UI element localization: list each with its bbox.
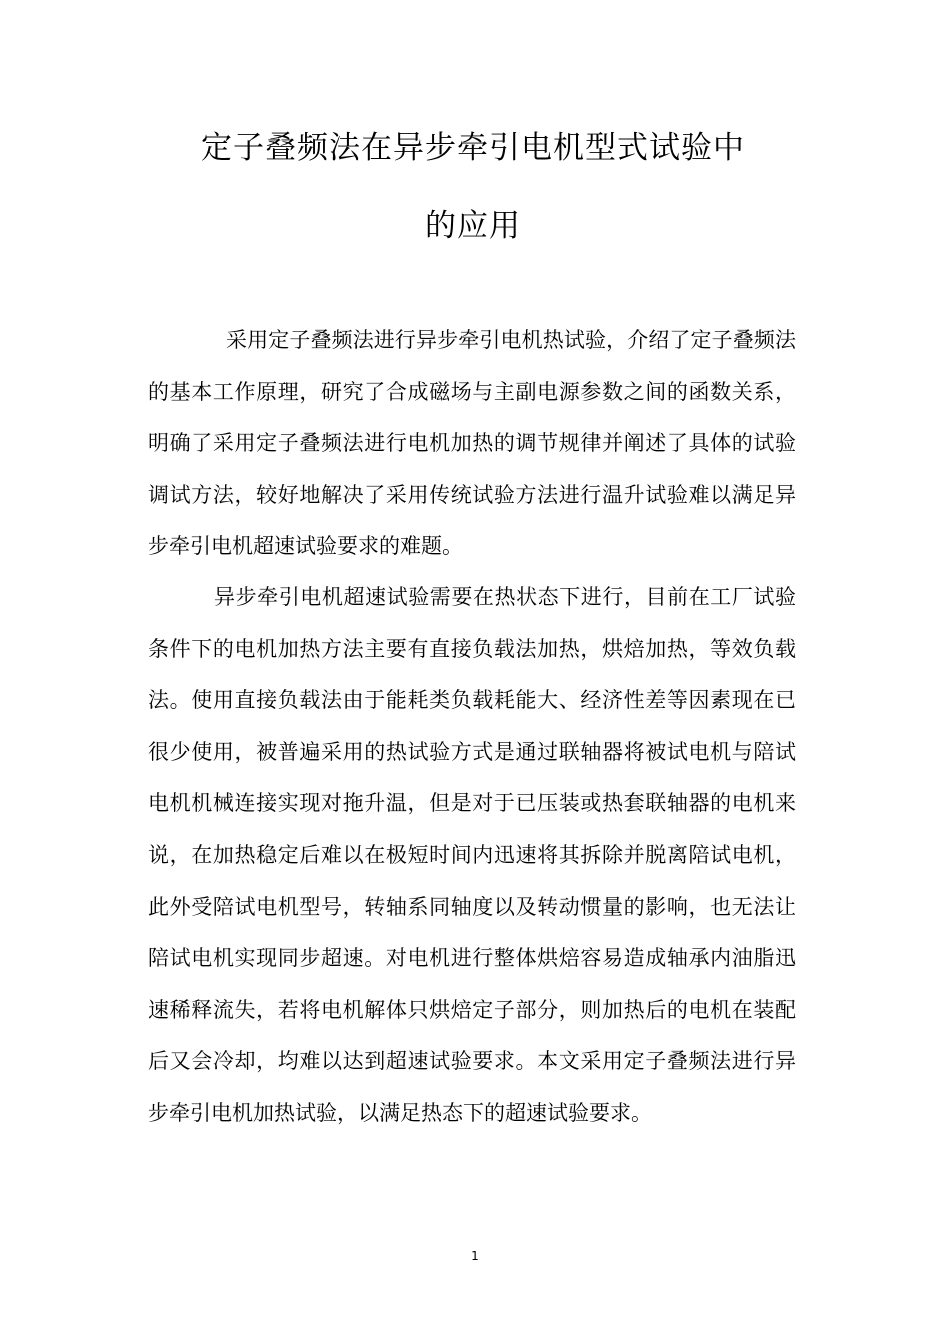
page-number: 1 [471, 1249, 479, 1263]
abstract-text: 采用定子叠频法进行异步牵引电机热试验，介绍了定子叠频法的基本工作原理，研究了合成磁场与主副电源参数之间的函数关系，明确了采用定子叠频法进行电机加热的调节规律并阐述了具体的试验调试方法，较好地解决了采用传统试验方法进行温升试验难以满足异步牵引电机超速试验要求的难题。 [148, 328, 796, 559]
abstract-paragraph [148, 315, 796, 573]
body-paragraph [148, 572, 796, 1140]
document-title-line-1: 定子叠频法在异步牵引电机型式试验中 [201, 130, 745, 166]
body-text: 异步牵引电机超速试验需要在热状态下进行，目前在工厂试验条件下的电机加热方法主要有直接负载法加热，烘焙加热，等效负载法。使用直接负载法由于能耗类负载耗能大、经济性差等因素现在已很少使用，被普遍采用的热试验方式是通过联轴器将被试电机与陪试电机机械连接实现对拖升温，但是对于已压装或热套联轴器的电机来说，在加热稳定后难以在极短时间内迅速将其拆除并脱离陪试电机，此外受陪试电机型号，转轴系同轴度以及转动惯量的影响，也无法让陪试电机实现同步超速。对电机进行整体烘焙容易造成轴承内油脂迅速稀释流失，若将电机解体只烘焙定子部分，则加热后的电机在装配后又会冷却，均难以达到超速试验要求。本文采用定子叠频法进行异步牵引电机加热试验，以满足热态下的超速试验要求。 [148, 585, 796, 1125]
document-title-line-2: 的应用 [425, 208, 521, 244]
